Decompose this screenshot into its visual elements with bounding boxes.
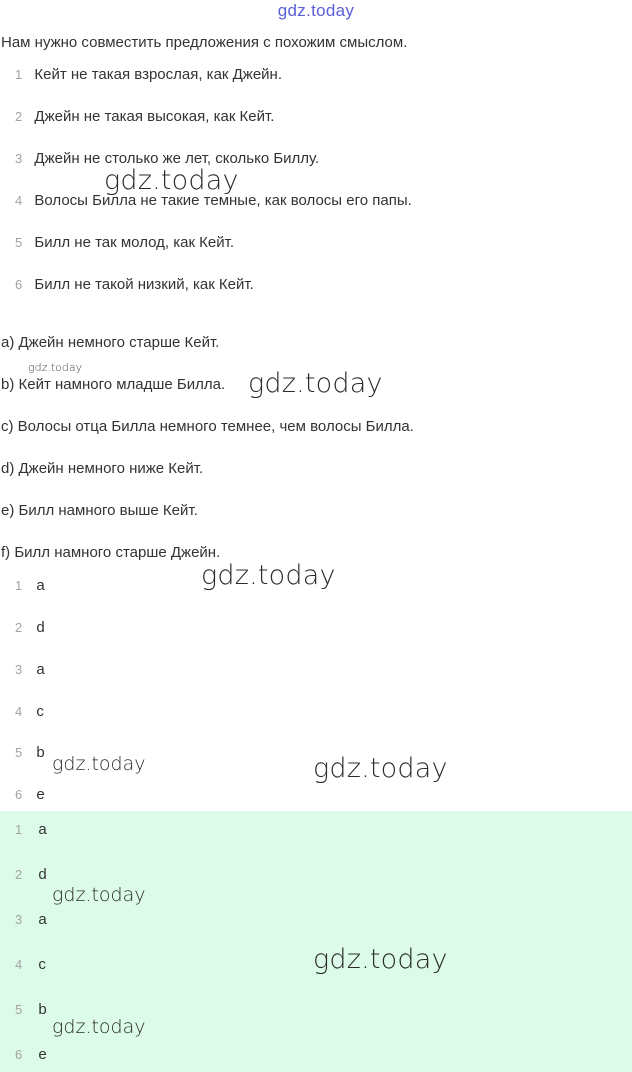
answer-row [15,821,47,838]
statement-text: Джейн не столько же лет, сколько Биллу. [34,150,320,167]
option-c: c) Волосы отца Билла немного темнее, чем волосы Билла. [1,418,414,435]
answer-value: d [38,866,47,883]
answer-value: a [38,911,47,928]
answer-value: b [38,1001,47,1018]
watermark: gdz.today [201,560,336,591]
answer-number: 6 [15,1047,23,1062]
answer-number: 2 [15,867,23,882]
answer-number: 6 [15,787,23,802]
answer-row [15,866,47,883]
answer-value: e [38,1046,47,1063]
statement-number: 2 [15,109,23,124]
answer-row [15,619,45,636]
statement-number: 4 [15,193,23,208]
statement-number: 6 [15,277,23,292]
answer-value: a [36,577,45,594]
answer-row [15,786,45,803]
answer-number: 4 [15,957,23,972]
answer-number: 3 [15,912,23,927]
watermark: gdz.today [313,753,448,784]
answer-number: 5 [15,745,23,760]
statement-text: Билл не так молод, как Кейт. [34,234,235,251]
answer-row [15,744,45,761]
answer-number: 2 [15,620,23,635]
statement-row [15,108,274,125]
statement-number: 5 [15,235,23,250]
answer-value: a [38,821,47,838]
answer-value: b [36,744,45,761]
watermark: gdz.today [248,368,383,399]
answer-number: 5 [15,1002,23,1017]
option-b: b) Кейт намного младше Билла. [1,376,226,393]
option-f: f) Билл намного старше Джейн. [1,544,221,561]
statement-row [15,66,282,83]
statement-row [15,276,254,293]
answer-number: 3 [15,662,23,677]
answer-value: c [36,703,44,720]
answer-value: d [36,619,45,636]
statement-text: Билл не такой низкий, как Кейт. [34,276,254,293]
watermark: gdz.today [28,361,83,374]
answer-value: a [36,661,45,678]
statement-text: Кейт не такая взрослая, как Джейн. [34,66,283,83]
statement-number: 3 [15,151,23,166]
watermark: gdz.today [52,1016,146,1038]
answer-row [15,911,47,928]
answer-row [15,661,45,678]
answer-value: c [38,956,46,973]
option-e: e) Билл намного выше Кейт. [1,502,198,519]
statement-row [15,234,234,251]
watermark: gdz.today [104,165,239,196]
task-instruction: Нам нужно совместить предложения с похожим смыслом. [1,34,408,51]
answer-row [15,956,46,973]
statement-text: Джейн не такая высокая, как Кейт. [34,108,275,125]
watermark: gdz.today [52,884,146,906]
watermark: gdz.today [52,753,146,775]
answer-number: 1 [15,822,23,837]
answer-number: 1 [15,578,23,593]
answer-value: e [36,786,45,803]
option-a: a) Джейн немного старше Кейт. [1,334,220,351]
answer-row [15,1001,47,1018]
statement-number: 1 [15,67,23,82]
watermark: gdz.today [313,944,448,975]
answer-row [15,703,44,720]
option-d: d) Джейн немного ниже Кейт. [1,460,204,477]
answer-number: 4 [15,704,23,719]
site-logo[interactable]: gdz.today [277,1,355,20]
answer-row [15,1046,47,1063]
answer-row [15,577,45,594]
statement-text: Волосы Билла не такие темные, как волосы его папы. [34,192,412,209]
